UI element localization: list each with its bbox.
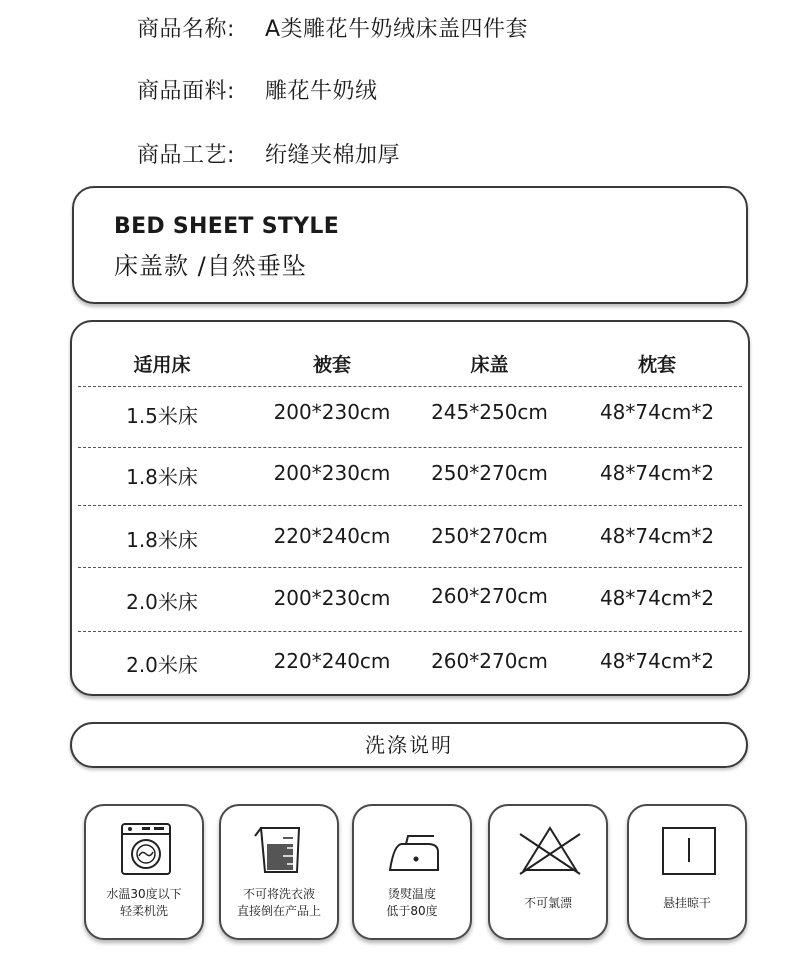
table-cell: 2.0米床 bbox=[126, 653, 198, 677]
table-cell: 260*270cm bbox=[431, 649, 548, 673]
info-value: A类雕花牛奶绒床盖四件套 bbox=[265, 17, 529, 42]
care-card-iron bbox=[352, 804, 472, 940]
info-value: 雕花牛奶绒 bbox=[265, 79, 378, 104]
care-card-wash bbox=[84, 804, 204, 940]
table-cell: 200*230cm bbox=[273, 461, 391, 485]
care-caption-line: 水温30度以下 bbox=[106, 887, 182, 901]
care-caption-line: 直接倒在产品上 bbox=[236, 904, 321, 918]
care-caption-line: 不可氯漂 bbox=[523, 896, 572, 910]
info-label: 商品面料: bbox=[137, 79, 235, 104]
hang-dry-icon bbox=[629, 814, 749, 876]
info-row-craft bbox=[137, 138, 400, 169]
table-cell: 220*240cm bbox=[273, 524, 391, 548]
info-label: 商品工艺: bbox=[137, 143, 235, 168]
table-cell: 48*74cm*2 bbox=[599, 461, 715, 485]
table-header: 枕套 bbox=[637, 354, 676, 376]
table-cell: 250*270cm bbox=[431, 461, 548, 485]
table-cell: 48*74cm*2 bbox=[599, 586, 715, 610]
table-cell: 2.0米床 bbox=[126, 590, 198, 614]
care-caption-line: 烫熨温度 bbox=[387, 887, 436, 901]
info-row-name bbox=[137, 12, 528, 43]
care-caption-line: 不可将洗衣液 bbox=[242, 887, 315, 901]
care-caption-line: 悬挂晾干 bbox=[662, 896, 711, 910]
care-caption bbox=[354, 886, 470, 920]
row-divider bbox=[78, 505, 742, 506]
row-divider bbox=[78, 631, 742, 632]
care-card-detergent bbox=[219, 804, 339, 940]
care-caption-line: 低于80度 bbox=[386, 904, 438, 918]
washing-machine-icon bbox=[86, 814, 206, 876]
style-title-cn: 床盖款 /自然垂坠 bbox=[114, 252, 307, 280]
table-cell: 1.5米床 bbox=[126, 404, 198, 428]
wash-title: 洗涤说明 bbox=[70, 722, 748, 768]
table-cell: 48*74cm*2 bbox=[599, 400, 715, 424]
measuring-cup-icon bbox=[221, 814, 341, 876]
table-cell: 200*230cm bbox=[273, 586, 391, 610]
info-value: 绗缝夹棉加厚 bbox=[265, 143, 401, 168]
table-cell: 260*270cm bbox=[431, 584, 548, 608]
style-title-en: BED SHEET STYLE bbox=[114, 214, 340, 239]
table-cell: 250*270cm bbox=[431, 524, 548, 548]
info-row-fabric bbox=[137, 74, 378, 105]
care-caption-line: 轻柔机洗 bbox=[119, 904, 168, 918]
table-cell: 200*230cm bbox=[273, 400, 391, 424]
row-divider bbox=[78, 447, 742, 448]
care-caption bbox=[490, 895, 606, 912]
table-header: 床盖 bbox=[470, 354, 509, 376]
row-divider bbox=[78, 567, 742, 568]
care-caption bbox=[221, 886, 337, 920]
care-caption bbox=[629, 895, 745, 912]
table-header: 适用床 bbox=[133, 354, 191, 376]
table-cell: 1.8米床 bbox=[126, 528, 198, 552]
table-cell: 1.8米床 bbox=[126, 465, 198, 489]
style-box bbox=[72, 186, 748, 304]
care-caption bbox=[86, 886, 202, 920]
table-cell: 220*240cm bbox=[273, 649, 391, 673]
table-cell: 48*74cm*2 bbox=[599, 649, 715, 673]
care-card-hang bbox=[627, 804, 747, 940]
row-divider bbox=[78, 386, 742, 387]
table-cell: 245*250cm bbox=[431, 400, 548, 424]
size-table bbox=[70, 320, 750, 696]
care-card-bleach bbox=[488, 804, 608, 940]
table-cell: 48*74cm*2 bbox=[599, 524, 715, 548]
info-label: 商品名称: bbox=[137, 17, 235, 42]
iron-icon bbox=[354, 814, 474, 876]
table-header: 被套 bbox=[312, 354, 351, 376]
no-bleach-icon bbox=[490, 814, 610, 876]
